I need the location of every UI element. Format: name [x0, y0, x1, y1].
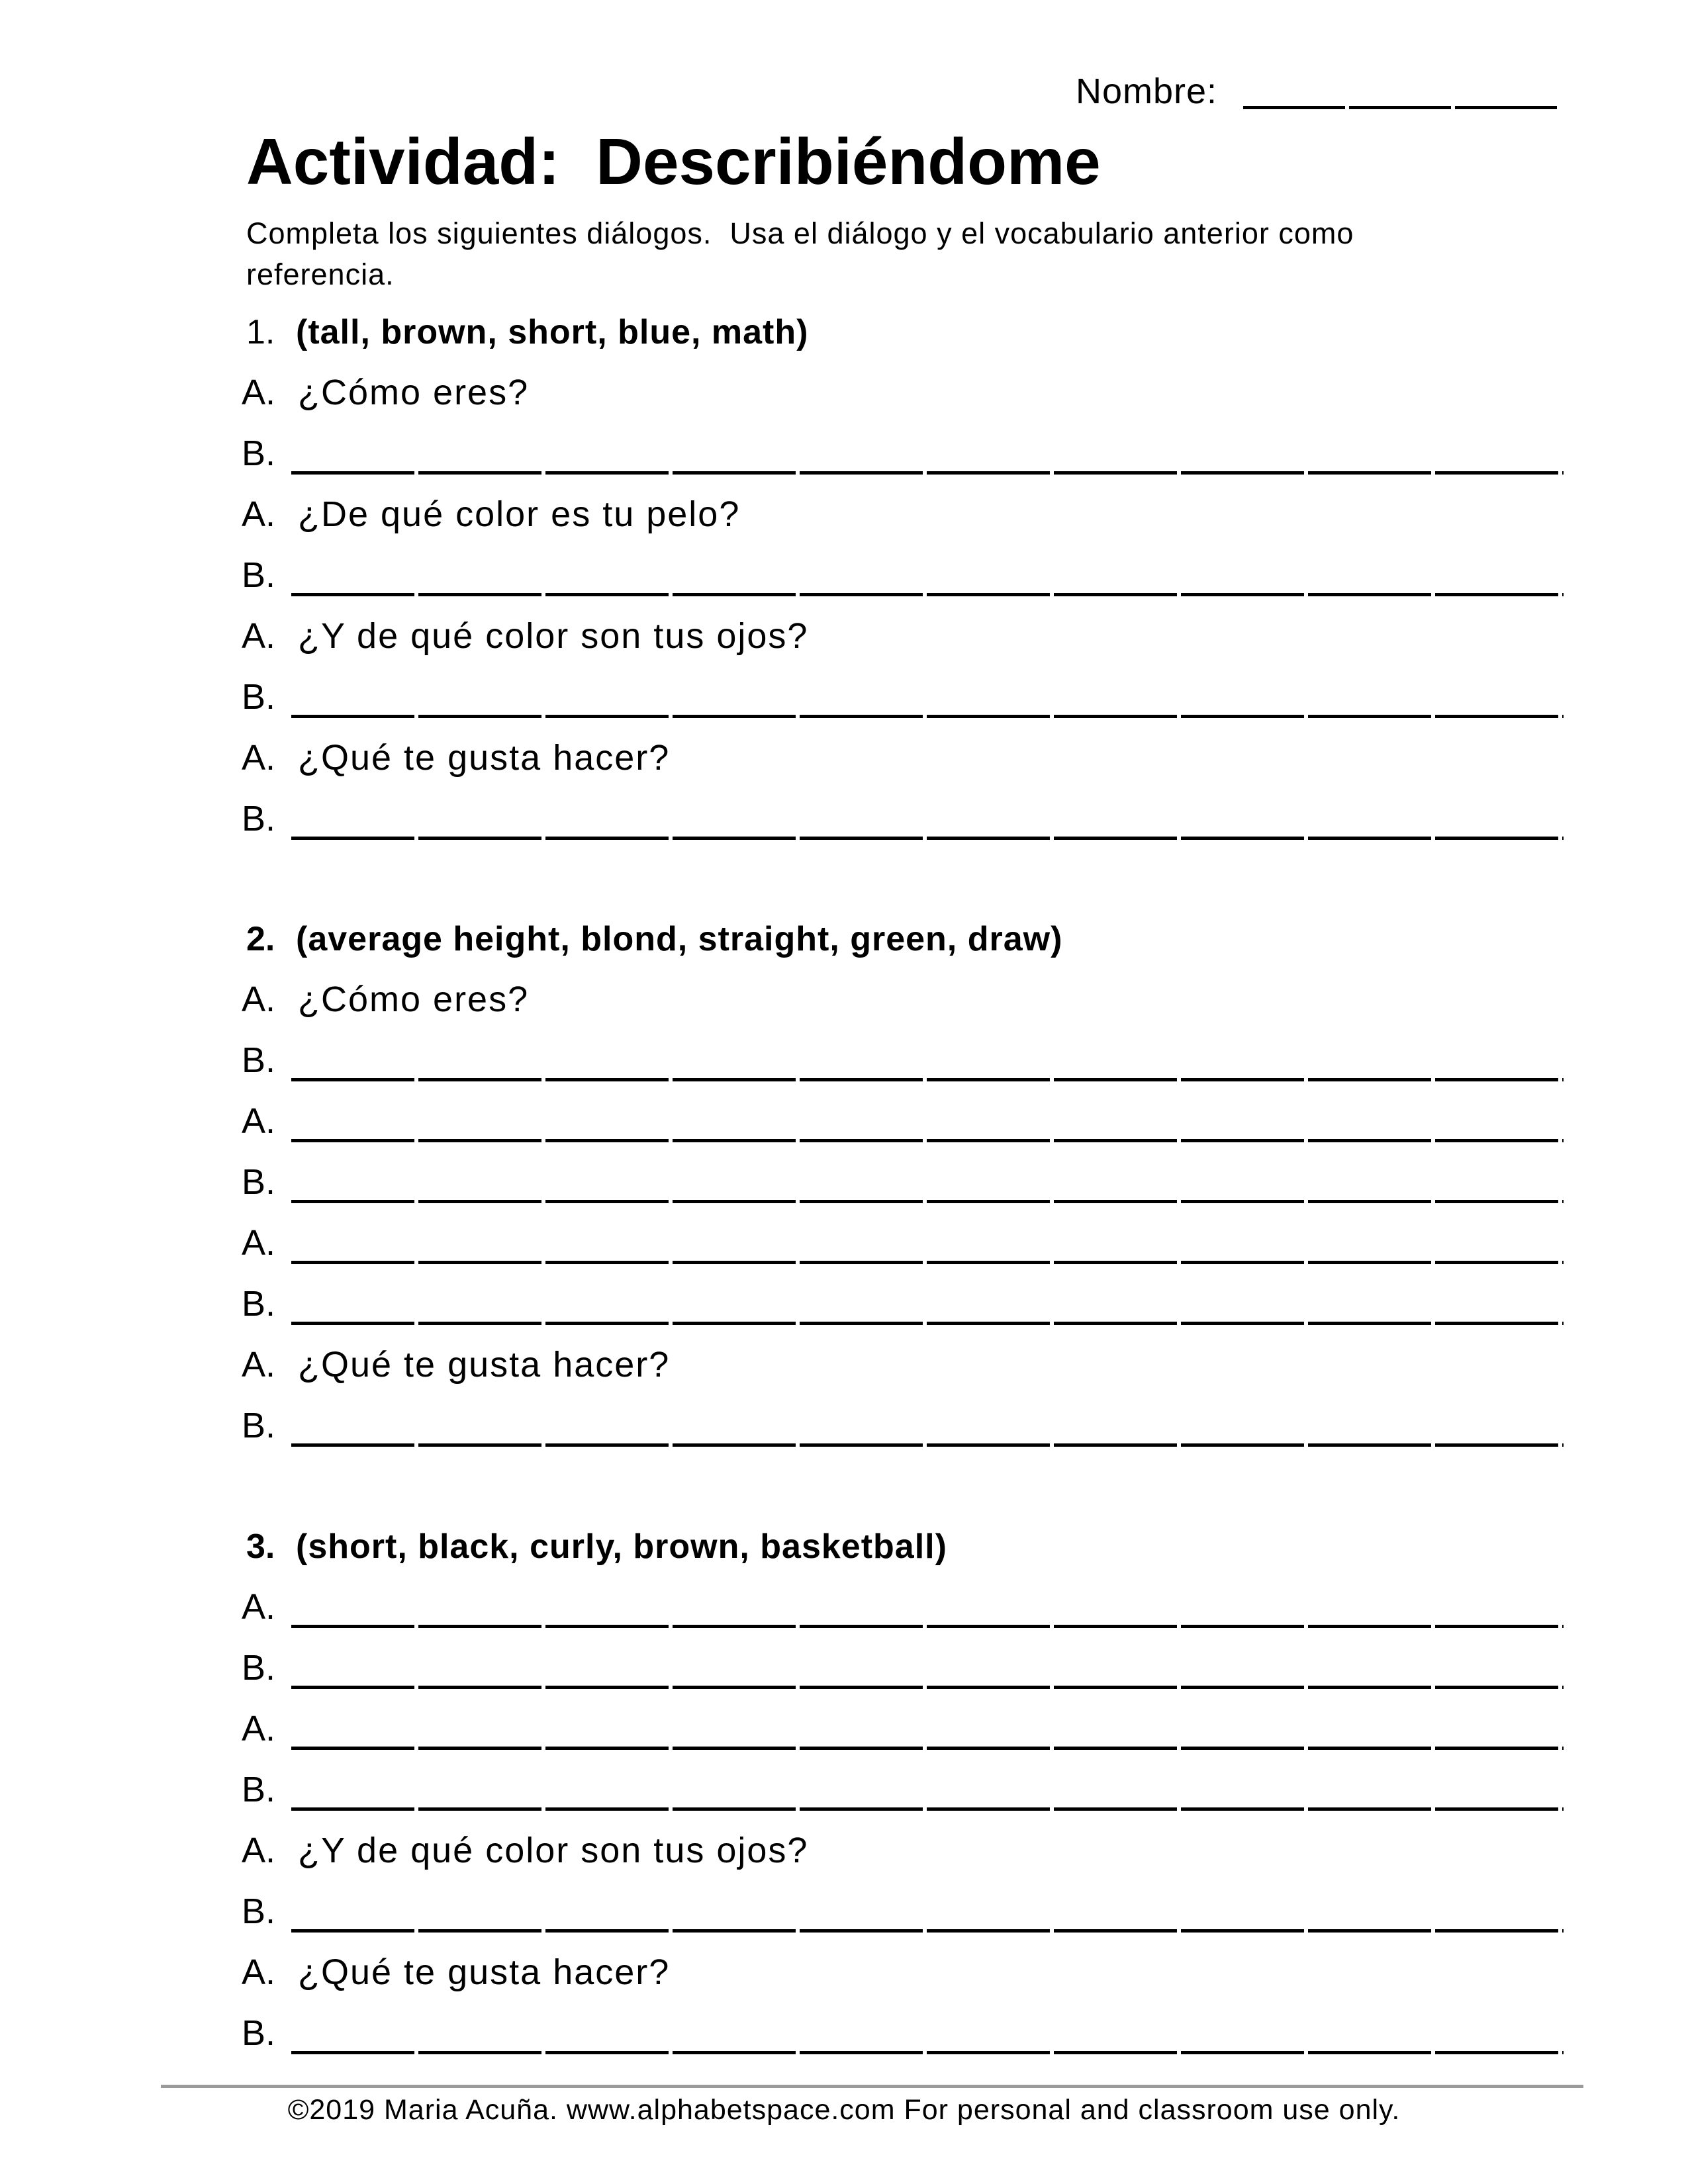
answer-line[interactable]: [291, 1929, 1564, 1933]
speaker-label: A.: [242, 1709, 276, 1749]
answer-line[interactable]: [291, 1443, 1564, 1447]
question-text: ¿Qué te gusta hacer?: [298, 1345, 671, 1385]
dialog-row: [242, 1345, 1564, 1389]
speaker-label: A.: [242, 1101, 276, 1141]
speaker-label: B.: [242, 1891, 276, 1931]
speaker-label: A.: [242, 738, 276, 778]
dialog-row: [242, 1709, 1564, 1753]
question-text: ¿Cómo eres?: [298, 979, 530, 1019]
dialog-row: [242, 678, 1564, 721]
instructions-line-1: Completa los siguientes diálogos. Usa el diálogo y el vocabulario anterior como: [246, 216, 1354, 250]
speaker-label: B.: [242, 1648, 276, 1688]
dialog-row: [242, 495, 1564, 539]
answer-line[interactable]: [291, 1686, 1564, 1689]
section-heading: [242, 1528, 1566, 1574]
instructions-line-2: referencia.: [246, 257, 395, 291]
instructions: [246, 213, 1504, 295]
section-number: 3.: [246, 1527, 275, 1566]
speaker-label: B.: [242, 1040, 276, 1080]
dialog-row: [242, 739, 1564, 782]
answer-line[interactable]: [291, 1747, 1564, 1750]
word-bank: (tall, brown, short, blue, math): [296, 313, 809, 351]
dialog-row: [242, 1770, 1564, 1814]
speaker-label: A.: [242, 979, 276, 1019]
speaker-label: B.: [242, 555, 276, 595]
speaker-label: B.: [242, 2013, 276, 2053]
question-text: ¿Y de qué color son tus ojos?: [298, 1831, 809, 1870]
footer-credit: ©2019 Maria Acuña. www.alphabetspace.com For personal and classroom use only.: [287, 2094, 1401, 2126]
speaker-label: A.: [242, 1345, 276, 1385]
answer-line[interactable]: [291, 1625, 1564, 1628]
question-text: ¿Qué te gusta hacer?: [298, 738, 671, 778]
section-number: 2.: [246, 920, 275, 958]
speaker-label: A.: [242, 1223, 276, 1263]
section-number: 1.: [246, 313, 275, 351]
dialog-row: [242, 1406, 1564, 1450]
dialog-row: [242, 1041, 1564, 1085]
dialog-row: [242, 799, 1564, 843]
dialog-row: [242, 1224, 1564, 1267]
speaker-label: B.: [242, 799, 276, 839]
speaker-label: A.: [242, 373, 276, 412]
dialog-row: [242, 617, 1564, 660]
answer-line[interactable]: [291, 1139, 1564, 1142]
dialog-row: [242, 1831, 1564, 1875]
word-bank: (average height, blond, straight, green, draw): [296, 920, 1063, 958]
answer-line[interactable]: [291, 2051, 1564, 2054]
speaker-label: A.: [242, 1587, 276, 1627]
speaker-label: A.: [242, 1952, 276, 1992]
speaker-label: A.: [242, 616, 276, 656]
dialog-row: [242, 373, 1564, 417]
section-heading: [242, 921, 1566, 967]
answer-line[interactable]: [291, 593, 1564, 596]
answer-line[interactable]: [291, 1807, 1564, 1811]
question-text: ¿De qué color es tu pelo?: [298, 494, 741, 534]
answer-line[interactable]: [291, 1200, 1564, 1203]
speaker-label: B.: [242, 1770, 276, 1809]
footer-divider: [161, 2085, 1583, 2088]
name-input-line[interactable]: [1243, 106, 1561, 109]
answer-line[interactable]: [291, 1078, 1564, 1081]
word-bank: (short, black, curly, brown, basketball): [296, 1527, 947, 1566]
dialog-row: [242, 2014, 1564, 2058]
dialog-row: [242, 980, 1564, 1024]
page-title: Actividad: Describiéndome: [246, 125, 1101, 198]
answer-line[interactable]: [291, 1261, 1564, 1264]
speaker-label: B.: [242, 1406, 276, 1445]
dialog-row: [242, 1953, 1564, 1997]
speaker-label: B.: [242, 677, 276, 717]
answer-line[interactable]: [291, 837, 1564, 840]
speaker-label: B.: [242, 433, 276, 473]
answer-line[interactable]: [291, 715, 1564, 718]
question-text: ¿Cómo eres?: [298, 373, 530, 412]
speaker-label: A.: [242, 494, 276, 534]
dialog-row: [242, 1649, 1564, 1692]
dialog-row: [242, 1102, 1564, 1146]
speaker-label: B.: [242, 1162, 276, 1202]
dialog-row: [242, 1163, 1564, 1206]
dialog-row: [242, 1588, 1564, 1631]
dialog-row: [242, 1892, 1564, 1936]
answer-line[interactable]: [291, 1322, 1564, 1325]
answer-line[interactable]: [291, 471, 1564, 475]
dialog-row: [242, 434, 1564, 478]
dialog-row: [242, 1285, 1564, 1328]
dialog-row: [242, 556, 1564, 600]
section-heading: [242, 314, 1566, 360]
question-text: ¿Qué te gusta hacer?: [298, 1952, 671, 1992]
speaker-label: A.: [242, 1831, 276, 1870]
speaker-label: B.: [242, 1284, 276, 1324]
question-text: ¿Y de qué color son tus ojos?: [298, 616, 809, 656]
name-label: Nombre:: [1076, 71, 1218, 111]
